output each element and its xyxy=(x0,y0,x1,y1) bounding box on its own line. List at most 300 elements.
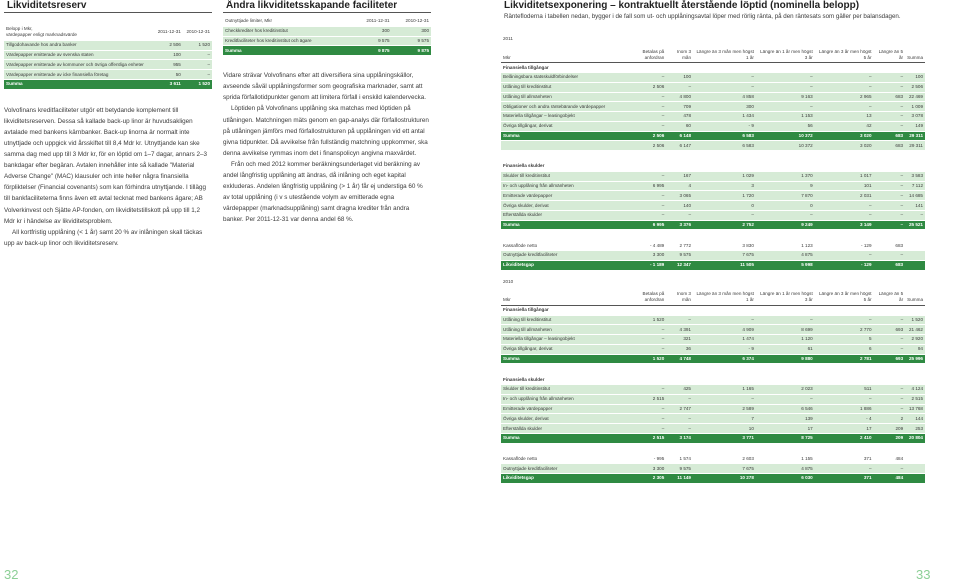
body-text xyxy=(223,70,431,225)
row-label: Värdepapper emitterade av svenska staten xyxy=(4,50,154,60)
row-value: 0 xyxy=(756,201,815,211)
row-value: 8 699 xyxy=(756,325,815,335)
row-value: – xyxy=(905,210,925,220)
row-value: – xyxy=(874,344,906,354)
row-value: – xyxy=(874,315,906,325)
table-row xyxy=(501,315,925,325)
row-value: 478 xyxy=(666,112,693,122)
row-value: 3 149 xyxy=(815,220,874,230)
row-value: – xyxy=(874,72,906,82)
header-col: 2010-12-31 xyxy=(392,17,431,26)
row-value: 3 065 xyxy=(666,191,693,201)
row-value: 9 249 xyxy=(756,220,815,230)
row-value: – xyxy=(874,121,906,131)
row-value: 1 123 xyxy=(756,241,815,251)
row-value: 3 020 xyxy=(815,131,874,141)
table-row xyxy=(501,102,925,112)
row-value: 7 870 xyxy=(756,191,815,201)
paragraph: Löptiden på Volvofinans upplåning ska matchas med löptiden på utlåningen. Matchningen mäts genom en gap-analys där förfallostrukturen på utlåningen jämförs med förfallostrukturen på upplåningen vid ett antal givna tidpunkter. Då avvikelse från fullständig matchning uppkommer, ska denna avvikelse rymmas inom det i finanspolicyn angivna maxvärdet. xyxy=(223,105,429,157)
row-value: 4 391 xyxy=(666,325,693,335)
row-value: 2 920 xyxy=(905,335,925,345)
column-header: Längre än 5 år xyxy=(874,47,906,63)
row-value: 1 029 xyxy=(693,171,756,181)
row-value: - 129 xyxy=(815,260,874,270)
row-value: 693 xyxy=(874,354,906,364)
row-label: Skulder till kreditinstitut xyxy=(501,385,623,395)
row-value: 425 xyxy=(666,385,693,395)
paragraph: Volvofinans kreditfaciliteter utgör ett betydande komplement till likviditetsreserven. Dessa så kallade back-up linor är huvudsakligen avtalade med bankens kärnbanker. Back-up linorna är normalt inte utnyttjade och uppgick vid årsskiftet till 8,4 Mdr kr. Utnyttjande kan ske samma dag med upp till 3 Mdr kr, för en löptid om 1–7 dagar, annars 2–3 bankdagar efter begäran. Avtalen innehåller inte så kallade "Material Adverse Change" (MAC) klausuler och inte heller några finansiella förpliktelser (Financial covenants) som kan förhindra utnyttjande. I tillägg till bankfaciliteterna finns även ett avtal tecknat med bankens ägare; AB Volverkinvest och Sjätte AP-fonden, om likviditetstillskott på upp till 1,2 Mdr kr i händelse av likviditetsproblem. xyxy=(4,106,208,225)
exposure-table xyxy=(501,35,925,271)
row-value: 2 xyxy=(874,414,906,424)
row-value: – xyxy=(623,121,666,131)
row-value: – xyxy=(666,82,693,92)
row-value: 1 474 xyxy=(693,335,756,345)
row-value: 1 886 xyxy=(815,404,874,414)
column-header: Längre än 1 år men högst 3 år xyxy=(756,47,815,63)
row-value: 6 583 xyxy=(693,131,756,141)
row-value: – xyxy=(623,335,666,345)
row-value: – xyxy=(874,210,906,220)
table-row xyxy=(501,131,925,141)
table-row xyxy=(4,60,212,70)
row-value: 371 xyxy=(815,454,874,464)
column-header: Inom 3 mån xyxy=(666,289,693,305)
row-value: 1 520 xyxy=(623,315,666,325)
row-value: – xyxy=(623,210,666,220)
row-value: 141 xyxy=(905,201,925,211)
row-label: Värdepapper emitterade av icke finansiella företag xyxy=(4,70,154,80)
row-value: – xyxy=(756,210,815,220)
table-header xyxy=(501,289,925,305)
row-value: 6 546 xyxy=(756,404,815,414)
page-number-right: 33 xyxy=(916,567,931,582)
row-value: 683 xyxy=(874,141,906,151)
row-label: Övriga skulder, derivat xyxy=(501,414,623,424)
row-value: 1 370 xyxy=(756,171,815,181)
row-value: 101 xyxy=(815,181,874,191)
row-value: 10 278 xyxy=(693,474,756,484)
year-row xyxy=(501,278,925,290)
row-value: 61 xyxy=(756,344,815,354)
row-value: 7 675 xyxy=(693,251,756,261)
row-label xyxy=(501,141,623,151)
row-value: 3 174 xyxy=(666,433,693,443)
row-value: 2 506 xyxy=(623,131,666,141)
row-label: Summa xyxy=(501,131,623,141)
row-label: Outnyttjade kreditfaciliteter xyxy=(501,251,623,261)
row-value: 4 800 xyxy=(666,92,693,102)
sum-label: Summa xyxy=(4,79,154,89)
row-value: – xyxy=(666,210,693,220)
row-value: 12 347 xyxy=(666,260,693,270)
row-value: 9 575 xyxy=(353,36,392,46)
row-value: 9 880 xyxy=(756,354,815,364)
table-row xyxy=(501,112,925,122)
table-row xyxy=(4,50,212,60)
row-value: 1 017 xyxy=(815,171,874,181)
row-value: 149 xyxy=(905,121,925,131)
row-value: 42 xyxy=(815,121,874,131)
row-value: 13 xyxy=(815,112,874,122)
row-value: 5 998 xyxy=(756,260,815,270)
year-label: 2010 xyxy=(501,278,925,290)
column-header: Längre än 1 år men högst 3 år xyxy=(756,289,815,305)
row-value: - 9 xyxy=(693,121,756,131)
row-value: 100 xyxy=(154,50,183,60)
paragraph: All kortfristig upplåning (< 1 år) samt 20 % av inlåningen skall täckas upp av back-up linor och likviditetsreserv. xyxy=(4,228,203,247)
paragraph: Från och med 2012 kommer beräkningsunderlaget vid beräkning av andel långfristig upplåning att ändras, då inlåning och eget kapital exkluderas. Andelen långfristig upplåning (> 1 år) får ej understiga 60 % av total upplåning (i v s utestående volym av emitterade egna värdepapper (marknadsupplåning) samt dragna krediter från andra banker. Per 2011-12-31 var denna andel 68 %. xyxy=(223,160,423,224)
row-value: 4 124 xyxy=(905,385,925,395)
row-label: Likviditetsgap xyxy=(501,260,623,270)
row-value: 11 505 xyxy=(693,260,756,270)
row-value: 29 311 xyxy=(905,131,925,141)
spacer xyxy=(501,230,925,241)
row-value: 6 583 xyxy=(693,141,756,151)
row-value: – xyxy=(874,171,906,181)
column-header: Summa xyxy=(905,47,925,63)
row-value: – xyxy=(756,315,815,325)
row-label: Emitterade värdepapper xyxy=(501,191,623,201)
table-row xyxy=(501,464,925,474)
row-value: – xyxy=(623,424,666,434)
row-value: 1 520 xyxy=(183,40,212,50)
row-value: 2 506 xyxy=(154,40,183,50)
row-value: – xyxy=(183,60,212,70)
row-value: 3 020 xyxy=(815,141,874,151)
table-row xyxy=(501,424,925,434)
row-value: - 4 xyxy=(815,414,874,424)
row-value: – xyxy=(623,171,666,181)
row-label: In- och upplåning från allmänheten xyxy=(501,394,623,404)
row-value xyxy=(905,241,925,251)
year-label: 2011 xyxy=(501,35,925,47)
table-row xyxy=(501,181,925,191)
row-value: 2 589 xyxy=(693,404,756,414)
header-col: 2011-12-31 xyxy=(154,25,183,40)
table-header xyxy=(223,17,431,26)
spacer xyxy=(501,364,925,375)
row-value: – xyxy=(815,315,874,325)
column-header: Summa xyxy=(905,289,925,305)
row-label: Kassaflöde netto xyxy=(501,454,623,464)
sum-value: 9 875 xyxy=(353,46,392,56)
row-label: Övriga tillgångar, derivat xyxy=(501,121,623,131)
spacer xyxy=(501,151,925,162)
row-value: – xyxy=(874,335,906,345)
column-header: Längre än 3 mån men högst 1 år xyxy=(693,289,756,305)
table-row xyxy=(501,433,925,443)
row-value: 17 xyxy=(815,424,874,434)
row-value: 4 xyxy=(666,181,693,191)
row-label: Utlåning till kreditinstitut xyxy=(501,315,623,325)
row-value: – xyxy=(756,72,815,82)
table-2010 xyxy=(501,278,925,484)
row-label: Belåningsbara statsskuldförbindelser xyxy=(501,72,623,82)
table-row xyxy=(501,201,925,211)
row-value xyxy=(905,260,925,270)
row-value: 6 374 xyxy=(693,354,756,364)
row-value: – xyxy=(623,112,666,122)
table-row xyxy=(501,141,925,151)
row-value: 5 xyxy=(815,335,874,345)
row-label: Utlåning till allmänheten xyxy=(501,92,623,102)
row-value: 683 xyxy=(874,241,906,251)
row-value: 2 515 xyxy=(623,433,666,443)
row-value: - 129 xyxy=(815,241,874,251)
middle-column xyxy=(223,0,431,225)
sum-value: 1 520 xyxy=(183,79,212,89)
row-label: Efterställda skulder xyxy=(501,210,623,220)
row-value: 3 771 xyxy=(693,433,756,443)
row-value: 955 xyxy=(154,60,183,70)
page-number-left: 32 xyxy=(4,567,19,582)
row-value: 253 xyxy=(905,424,925,434)
row-label: Emitterade värdepapper xyxy=(501,404,623,414)
row-label: Kreditfaciliteter hos kreditinstitut och ägare xyxy=(223,36,353,46)
row-value: 2 410 xyxy=(815,433,874,443)
row-value: 9 575 xyxy=(392,36,431,46)
row-label: Utlåning till allmänheten xyxy=(501,325,623,335)
row-value: 13 768 xyxy=(905,404,925,414)
row-value: 140 xyxy=(666,201,693,211)
row-value: 3 376 xyxy=(666,220,693,230)
row-value: 2 603 xyxy=(693,454,756,464)
divider xyxy=(223,12,431,13)
table-sum-row xyxy=(4,79,212,89)
table-row xyxy=(223,26,431,36)
row-value: – xyxy=(693,315,756,325)
row-value: 2 506 xyxy=(905,82,925,92)
row-value: – xyxy=(666,414,693,424)
row-value: – xyxy=(623,404,666,414)
column-header: Längre än 3 år men högst 5 år xyxy=(815,289,874,305)
sum-label: Summa xyxy=(223,46,353,56)
row-value: 10 xyxy=(693,424,756,434)
row-value: 167 xyxy=(666,171,693,181)
row-value: 1 434 xyxy=(693,112,756,122)
row-value: 709 xyxy=(666,102,693,112)
divider xyxy=(4,12,212,13)
table-row xyxy=(501,354,925,364)
table-row xyxy=(501,414,925,424)
row-value: 209 xyxy=(874,424,906,434)
row-value: 4 858 xyxy=(693,92,756,102)
row-value: 2 305 xyxy=(623,474,666,484)
row-value xyxy=(905,474,925,484)
row-label: Värdepapper emitterade av kommuner och övriga offentliga enheter xyxy=(4,60,154,70)
row-value: 2 781 xyxy=(815,354,874,364)
group-title: Finansiella tillgångar xyxy=(501,305,925,315)
table-row xyxy=(501,210,925,220)
row-value: 3 583 xyxy=(905,171,925,181)
row-value: – xyxy=(874,102,906,112)
row-value: 9 xyxy=(756,181,815,191)
column-header: Inom 3 mån xyxy=(666,47,693,63)
row-label: Likviditetsgap xyxy=(501,474,623,484)
table-row xyxy=(223,36,431,46)
table-row xyxy=(501,394,925,404)
row-value: 3 xyxy=(693,181,756,191)
row-value: 2 023 xyxy=(756,385,815,395)
table-row xyxy=(501,404,925,414)
header-label: Outnyttjade limiter, Mkr xyxy=(223,17,353,26)
row-value: – xyxy=(815,394,874,404)
row-label: Outnyttjade kreditfaciliteter xyxy=(501,464,623,474)
column-header: Längre än 3 år men högst 5 år xyxy=(815,47,874,63)
group-title-row xyxy=(501,63,925,73)
left-column xyxy=(4,0,212,249)
table-row xyxy=(501,344,925,354)
row-value: – xyxy=(874,404,906,414)
header-col: 2011-12-31 xyxy=(353,17,392,26)
row-value: – xyxy=(815,210,874,220)
row-value: 22 469 xyxy=(905,92,925,102)
row-label: Kassaflöde netto xyxy=(501,241,623,251)
facilities-table xyxy=(223,17,431,56)
table-row xyxy=(501,72,925,82)
row-value: 2 031 xyxy=(815,191,874,201)
body-text xyxy=(4,105,212,249)
row-value: 2 515 xyxy=(623,394,666,404)
row-value: 36 xyxy=(666,344,693,354)
row-value: 21 462 xyxy=(905,325,925,335)
row-value: 4 748 xyxy=(666,354,693,364)
row-value: 25 521 xyxy=(905,220,925,230)
row-value: 0 xyxy=(693,201,756,211)
row-value: 371 xyxy=(815,474,874,484)
spacer xyxy=(501,443,925,454)
row-label: Tillgodohavande hos andra banker xyxy=(4,40,154,50)
spacer-cell xyxy=(501,230,925,241)
row-value: 17 xyxy=(756,424,815,434)
table-row xyxy=(501,335,925,345)
row-value: 144 xyxy=(905,414,925,424)
row-value: 6 995 xyxy=(623,181,666,191)
table-sum-row xyxy=(223,46,431,56)
row-value: – xyxy=(874,112,906,122)
row-value: 7 xyxy=(693,414,756,424)
row-value: – xyxy=(623,344,666,354)
row-label: In- och upplåning från allmänheten xyxy=(501,181,623,191)
table-row xyxy=(501,191,925,201)
row-value: – xyxy=(874,464,906,474)
row-value: 2 770 xyxy=(815,325,874,335)
row-label: Materiella tillgångar – leasingobjekt xyxy=(501,335,623,345)
row-value: 1 009 xyxy=(905,102,925,112)
row-value: – xyxy=(623,102,666,112)
row-label: Summa xyxy=(501,220,623,230)
row-value: – xyxy=(874,82,906,92)
row-value: 100 xyxy=(905,72,925,82)
row-value: 683 xyxy=(874,131,906,141)
row-value: – xyxy=(623,92,666,102)
row-value: – xyxy=(815,251,874,261)
row-value: 11 149 xyxy=(666,474,693,484)
row-value: – xyxy=(874,251,906,261)
group-title: Finansiella skulder xyxy=(501,161,925,171)
row-value: 693 xyxy=(874,325,906,335)
row-value: - 9 xyxy=(693,344,756,354)
row-value: 3 300 xyxy=(623,464,666,474)
row-value: 9 163 xyxy=(756,92,815,102)
row-value: 2 752 xyxy=(693,220,756,230)
row-value: 4 909 xyxy=(693,325,756,335)
row-value: 1 155 xyxy=(756,454,815,464)
row-value: 6 148 xyxy=(666,131,693,141)
row-value: – xyxy=(623,72,666,82)
row-value xyxy=(905,464,925,474)
section-title-liquidity-reserve: Likviditetsreserv xyxy=(7,0,87,11)
row-value: 100 xyxy=(666,72,693,82)
row-label: Övriga tillgångar, derivat xyxy=(501,344,623,354)
table-row xyxy=(501,92,925,102)
row-value: 2 965 xyxy=(815,92,874,102)
row-value: – xyxy=(693,394,756,404)
row-value: 10 372 xyxy=(756,131,815,141)
row-value: - 4 489 xyxy=(623,241,666,251)
row-value: 3 300 xyxy=(623,251,666,261)
row-value: – xyxy=(183,70,212,80)
row-value: 209 xyxy=(874,433,906,443)
row-value: – xyxy=(666,315,693,325)
row-value: 1 520 xyxy=(623,354,666,364)
column-header: Betalas på anfordran xyxy=(623,47,666,63)
row-value: 2 515 xyxy=(905,394,925,404)
group-title-row xyxy=(501,305,925,315)
row-value: – xyxy=(874,181,906,191)
row-value: 9 575 xyxy=(666,464,693,474)
row-value: 3 830 xyxy=(693,241,756,251)
exposure-table xyxy=(501,278,925,484)
column-header: Längre än 3 mån men högst 1 år xyxy=(693,47,756,63)
row-value: – xyxy=(815,464,874,474)
row-value: – xyxy=(756,82,815,92)
paragraph: Vidare strävar Volvofinans efter att diversifiera sina upplåningskällor, avseende såväl upplåningsformer som geografiska marknader, samt att sprida förfallotidpunkter genom att limitera förfall i enskild kalendervecka. xyxy=(223,72,426,102)
table-row xyxy=(501,385,925,395)
row-value: 8 725 xyxy=(756,433,815,443)
row-label: Utlåning till kreditinstitut xyxy=(501,82,623,92)
row-value: 4 875 xyxy=(756,251,815,261)
row-value: 14 685 xyxy=(905,191,925,201)
row-value xyxy=(905,454,925,464)
group-title-row xyxy=(501,161,925,171)
sum-value: 3 611 xyxy=(154,79,183,89)
section-title-facilities: Ändra likviditetsskapande faciliteter xyxy=(226,0,398,11)
row-value: 683 xyxy=(874,92,906,102)
row-label: Obligationer och andra räntebärande värdepapper xyxy=(501,102,623,112)
row-value: 1 720 xyxy=(693,191,756,201)
row-value: 6 030 xyxy=(756,474,815,484)
group-title: Finansiella skulder xyxy=(501,375,925,385)
row-value: – xyxy=(623,414,666,424)
row-value: 6 147 xyxy=(666,141,693,151)
table-header xyxy=(4,25,212,40)
row-value: – xyxy=(874,201,906,211)
subtitle: Räntefloderna i tabellen nedan, bygger i de fall som ut- och upplåningsavtal löper med rörlig ränta, på den räntesats som gäller per balansdagen. xyxy=(504,13,901,20)
column-header: Betalas på anfordran xyxy=(623,289,666,305)
row-value: – xyxy=(183,50,212,60)
liquidity-reserve-table xyxy=(4,25,212,90)
row-label: Övriga skulder, derivat xyxy=(501,201,623,211)
table-row xyxy=(501,82,925,92)
row-value: 300 xyxy=(392,26,431,36)
row-value: – xyxy=(666,394,693,404)
row-value: 25 996 xyxy=(905,354,925,364)
table-header xyxy=(501,47,925,63)
row-value: – xyxy=(756,102,815,112)
row-value: 2 772 xyxy=(666,241,693,251)
row-value: – xyxy=(756,394,815,404)
